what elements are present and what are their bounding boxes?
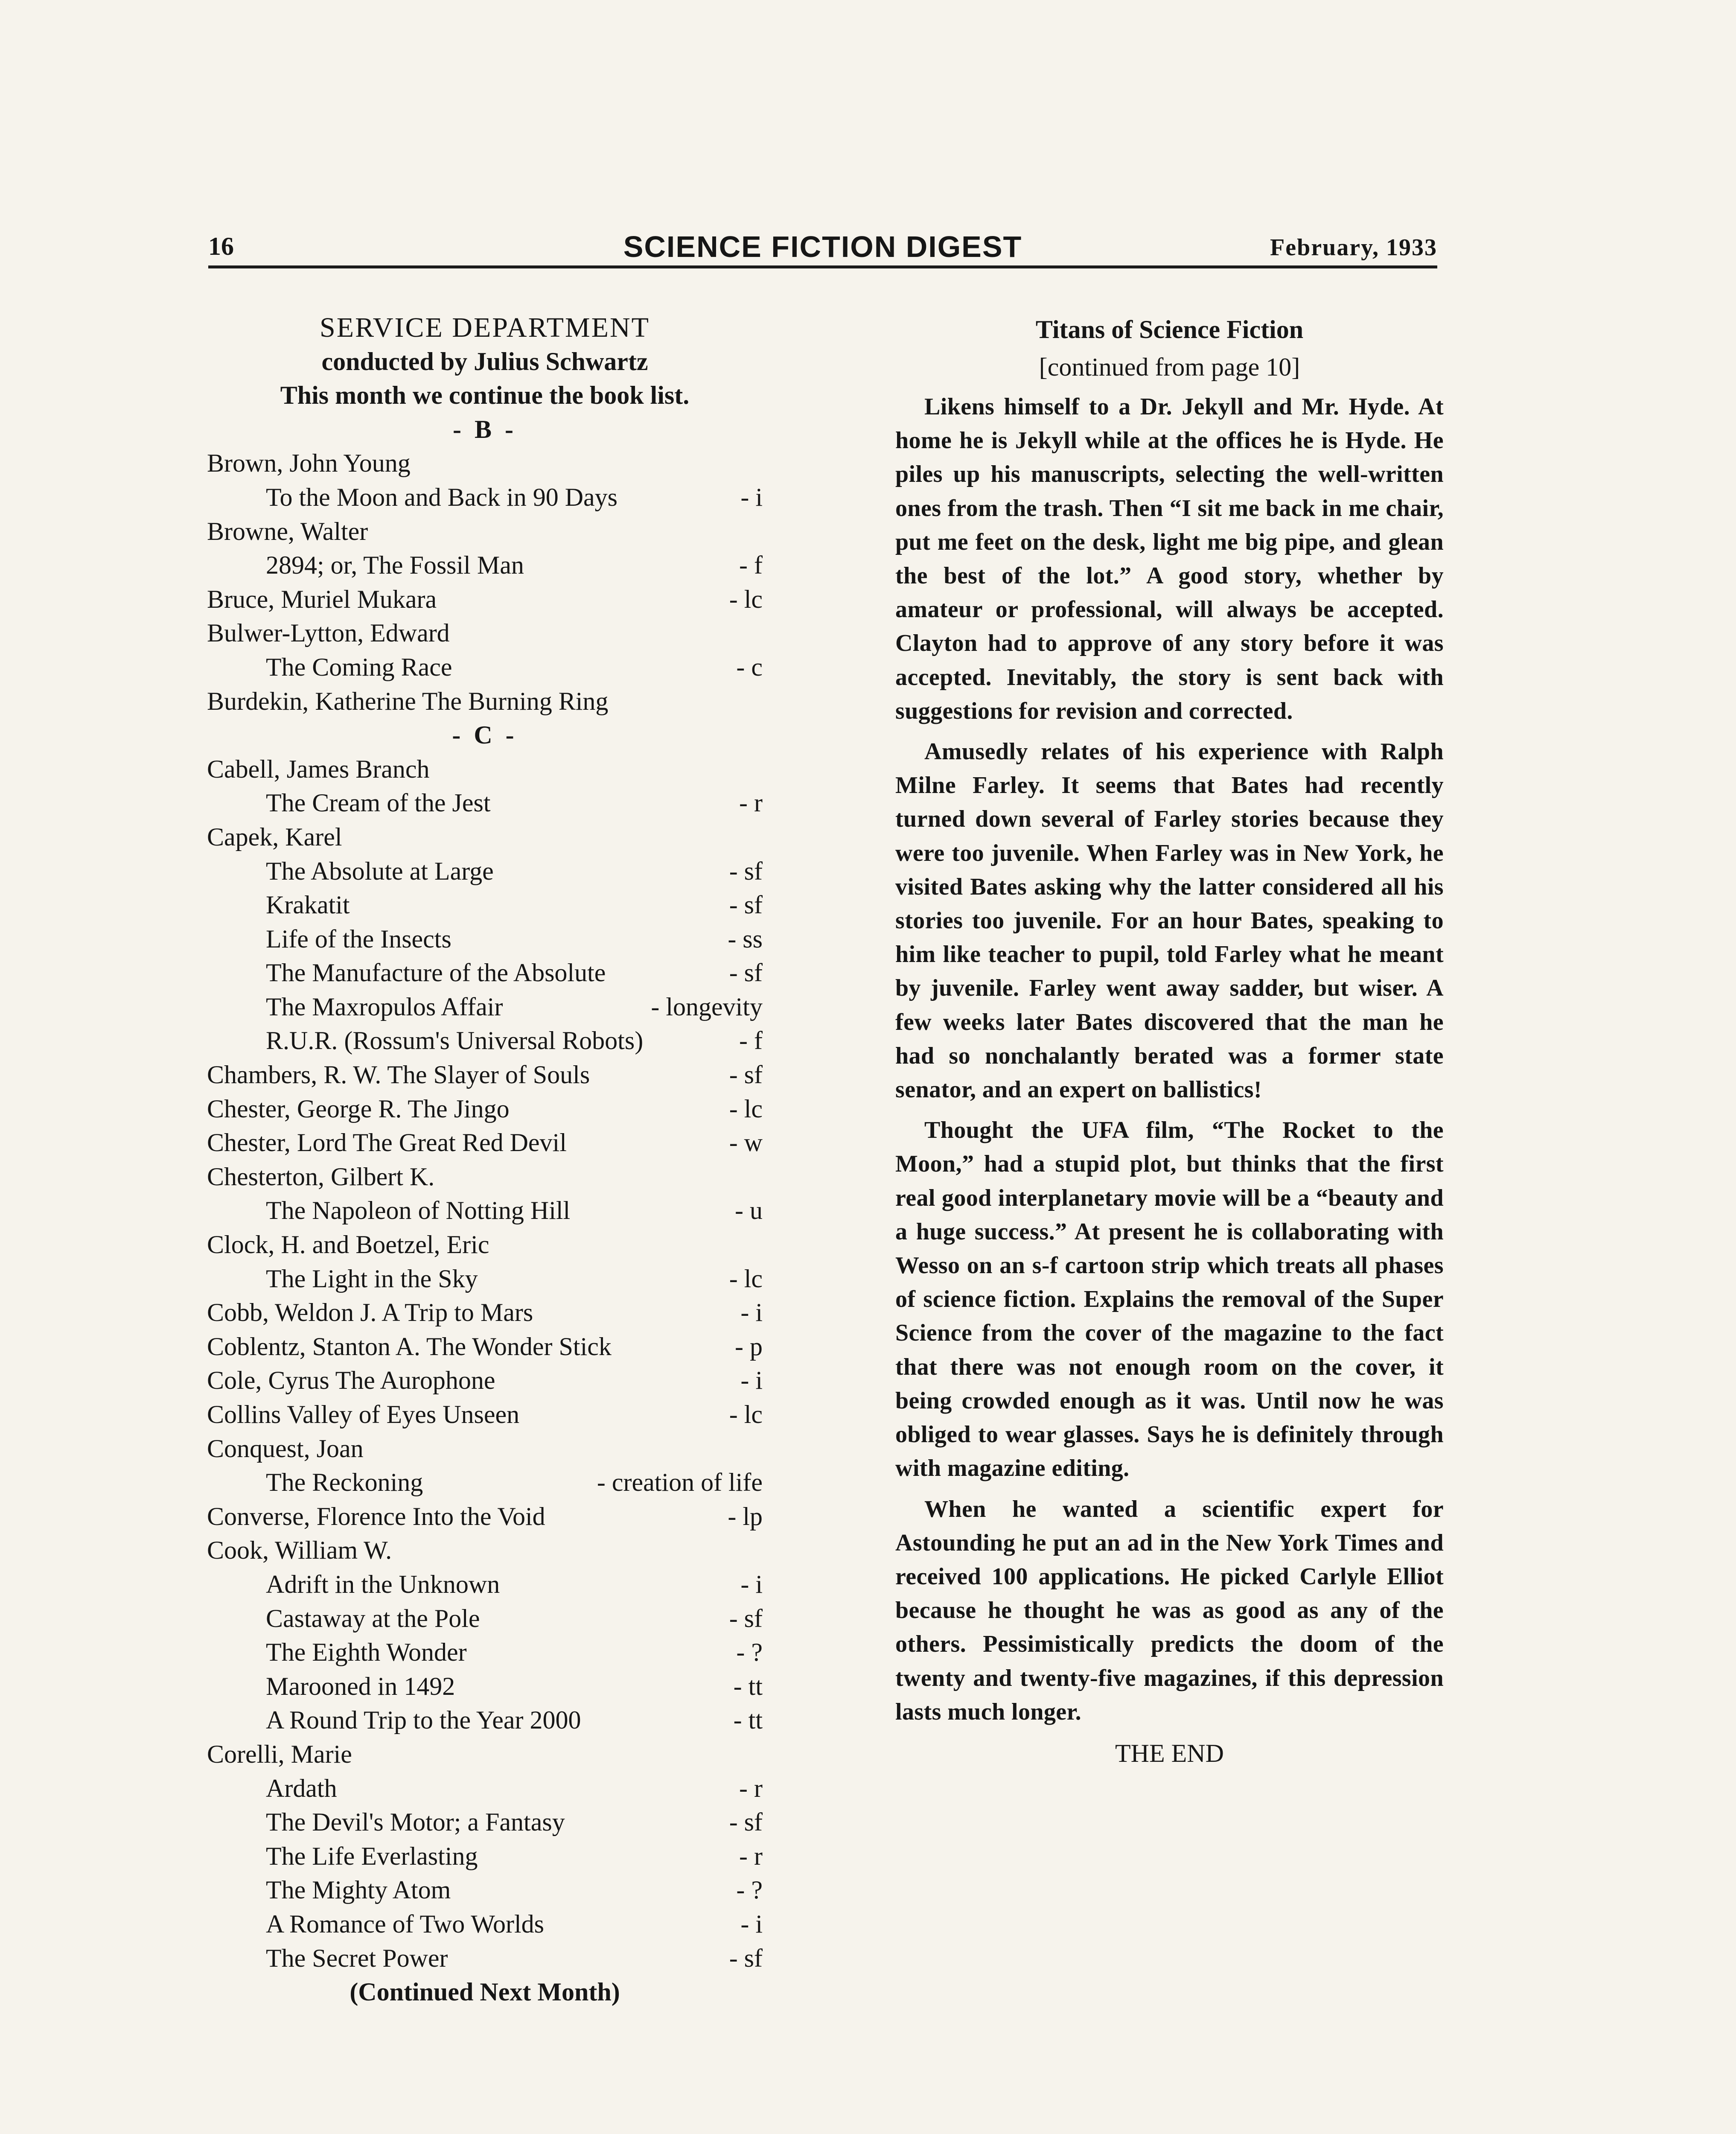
section-intro: This month we continue the book list. (280, 381, 690, 410)
book-entry (207, 616, 763, 650)
book-list-c (207, 752, 763, 1975)
book-entry-code: - tt (733, 1672, 763, 1700)
book-entry (207, 1058, 763, 1092)
book-entry-code: - i (740, 1298, 763, 1327)
book-entry-code: - r (739, 1774, 763, 1802)
book-entry (207, 820, 763, 854)
article-paragraph: Amusedly relates of his experience with Ralph Milne Farley. It seems that Bates had recently turned down several of Farley stories because they were too juvenile. When Farley was in New York, he visited Bates asking why the latter considered all his stories too juvenile. For an hour Bates, speaking to him like teacher to pupil, told Farley what he meant by juvenile. Farley went away sadder, but wiser. A few weeks later Bates discovered that the man he had so nonchalantly berated was a former state senator, and an expert on ballistics! (895, 738, 1444, 1103)
book-entry-text: The Life Everlasting (266, 1842, 478, 1870)
book-entry (207, 888, 763, 922)
book-entry-code: - lc (729, 1400, 763, 1428)
book-entry-code: - sf (729, 857, 763, 885)
titans-column (895, 311, 1444, 1771)
book-entry-code: - sf (729, 891, 763, 919)
book-entry (207, 1533, 763, 1568)
book-entry (207, 1907, 763, 1942)
book-entry (207, 1126, 763, 1160)
book-entry-code: - lc (729, 1094, 763, 1123)
service-department-column (207, 311, 763, 2009)
book-entry (207, 1568, 763, 1602)
book-entry (207, 1228, 763, 1262)
book-entry-text: The Coming Race (266, 653, 452, 681)
book-entry-text: Collins Valley of Eyes Unseen (207, 1400, 520, 1428)
book-entry (207, 1772, 763, 1806)
book-entry-text: Corelli, Marie (207, 1740, 352, 1768)
book-entry-text: A Round Trip to the Year 2000 (266, 1706, 581, 1735)
book-entry-text: Chester, Lord The Great Red Devil (207, 1128, 567, 1157)
book-entry-text: Converse, Florence Into the Void (207, 1502, 545, 1531)
book-entry-text: Cook, William W. (207, 1536, 392, 1565)
book-entry (207, 1296, 763, 1330)
book-entry-code: - sf (729, 1061, 763, 1089)
book-entry-text: The Napoleon of Notting Hill (266, 1196, 571, 1225)
article-paragraph: Thought the UFA film, “The Rocket to the Moon,” had a stupid plot, but thinks that the first real good interplanetary movie will be a “beauty and a huge success.” At present he is collaborating with Wesso on an s-f cartoon strip which treats all phases of science fiction. Explains the removal of the Super Science from the cover of the magazine to the fact that there was not enough room on the cover, it being crowded enough as it was. Until now he was obliged to wear glasses. Says he is definitely through with magazine editing. (895, 1117, 1444, 1482)
book-entry (207, 1602, 763, 1636)
book-entry (207, 752, 763, 787)
book-entry-text: The Light in the Sky (266, 1264, 478, 1293)
book-entry (207, 1330, 763, 1364)
book-entry (207, 1738, 763, 1772)
book-entry (207, 956, 763, 990)
book-entry-code: - tt (733, 1706, 763, 1735)
book-entry-code: - c (736, 653, 763, 681)
book-entry (207, 922, 763, 956)
book-entry-code: - lc (729, 1264, 763, 1293)
book-entry-code: - creation of life (597, 1468, 763, 1497)
book-entry (207, 515, 763, 549)
book-entry-text: Chesterton, Gilbert K. (207, 1162, 435, 1191)
book-entry-text: Cabell, James Branch (207, 755, 430, 783)
book-entry (207, 1805, 763, 1840)
book-entry (207, 854, 763, 889)
book-entry (207, 1262, 763, 1296)
book-entry (207, 786, 763, 820)
book-entry-code: - r (739, 1842, 763, 1870)
book-entry (207, 1466, 763, 1500)
book-entry (207, 1024, 763, 1058)
book-entry-code: - sf (729, 959, 763, 987)
book-entry (207, 1432, 763, 1466)
magazine-title: SCIENCE FICTION DIGEST (623, 230, 1022, 263)
book-entry-code: - f (739, 551, 763, 580)
book-entry-code: - lp (728, 1502, 763, 1531)
book-entry (207, 1703, 763, 1738)
book-entry-text: The Maxropulos Affair (266, 992, 503, 1021)
book-entry-text: Clock, H. and Boetzel, Eric (207, 1230, 489, 1259)
book-entry-code: - w (729, 1128, 763, 1157)
book-entry-text: To the Moon and Back in 90 Days (266, 483, 618, 511)
book-entry-code: - sf (729, 1944, 763, 1972)
book-entry-code: - ? (736, 1638, 763, 1667)
book-entry (207, 446, 763, 481)
book-list-b (207, 446, 763, 718)
book-entry (207, 1398, 763, 1432)
article-title: Titans of Science Fiction (1035, 315, 1304, 344)
book-entry-code: - f (739, 1026, 763, 1055)
article-paragraph: Likens himself to a Dr. Jekyll and Mr. Hyde. At home he is Jekyll while at the offices he is Hyde. He piles up his manuscripts, selecting the well-written ones from the trash. Then “I sit me back in me chair, put me feet on the desk, light me big pipe, and glean the best of the lot.” A good story, whether by amateur or professional, will always be accepted. Clayton had to approve of any story before it was accepted. Inevitably, the story is sent back with suggestions for revision and corrected. (895, 394, 1444, 724)
book-entry-text: The Eighth Wonder (266, 1638, 467, 1667)
book-entry-text: Cole, Cyrus The Aurophone (207, 1366, 495, 1395)
book-entry (207, 1670, 763, 1704)
book-entry (207, 1160, 763, 1194)
book-entry (207, 481, 763, 515)
book-entry (207, 1942, 763, 1976)
book-entry-text: R.U.R. (Rossum's Universal Robots) (266, 1026, 644, 1055)
book-entry-text: Krakatit (266, 891, 350, 919)
book-entry-code: - i (740, 483, 763, 511)
book-entry-code: - i (740, 1366, 763, 1395)
book-entry (207, 583, 763, 617)
book-entry (207, 990, 763, 1024)
book-entry-text: Ardath (266, 1774, 337, 1802)
article-paragraph: When he wanted a scientific expert for Astounding he put an ad in the New York Times and received 100 applications. He picked Carlyle Elliot because he thought he was as good as any of the others. Pessimistically predicts the doom of the twenty and twenty-five magazines, if this depression lasts much longer. (895, 1496, 1444, 1725)
book-entry (207, 1092, 763, 1126)
book-entry-code: - i (740, 1570, 763, 1598)
book-entry-text: Chester, George R. The Jingo (207, 1094, 510, 1123)
book-entry-text: Conquest, Joan (207, 1434, 364, 1463)
book-entry-text: Browne, Walter (207, 517, 368, 545)
book-entry-code: - ? (736, 1876, 763, 1904)
continued-note: (Continued Next Month) (350, 1978, 620, 2006)
book-entry-text: Chambers, R. W. The Slayer of Souls (207, 1061, 590, 1089)
section-title: SERVICE DEPARTMENT (320, 312, 650, 343)
article-continued: [continued from page 10] (1039, 353, 1300, 381)
book-entry (207, 1500, 763, 1534)
book-entry-text: The Reckoning (266, 1468, 423, 1497)
book-entry (207, 685, 763, 719)
book-entry-text: Life of the Insects (266, 924, 451, 953)
book-entry-text: Brown, John Young (207, 449, 411, 478)
book-entry-text: The Mighty Atom (266, 1876, 451, 1904)
section-byline: conducted by Julius Schwartz (321, 347, 648, 376)
book-entry-text: Bruce, Muriel Mukara (207, 585, 437, 613)
book-entry-text: Coblentz, Stanton A. The Wonder Stick (207, 1332, 612, 1361)
book-entry (207, 1635, 763, 1670)
book-entry-text: A Romance of Two Worlds (266, 1910, 545, 1938)
book-entry-text: 2894; or, The Fossil Man (266, 551, 524, 580)
book-entry-text: Capek, Karel (207, 822, 342, 851)
book-entry-text: The Cream of the Jest (266, 789, 491, 817)
book-entry-code: - ss (728, 924, 763, 953)
book-entry-text: The Secret Power (266, 1944, 448, 1972)
book-entry-text: Bulwer-Lytton, Edward (207, 619, 450, 647)
book-entry-text: Marooned in 1492 (266, 1672, 455, 1700)
book-entry-code: - lc (729, 585, 763, 613)
book-entry (207, 650, 763, 685)
book-entry-text: Burdekin, Katherine The Burning Ring (207, 687, 609, 715)
book-entry (207, 1364, 763, 1398)
book-entry-text: The Devil's Motor; a Fantasy (266, 1808, 565, 1837)
book-entry-text: The Absolute at Large (266, 857, 494, 885)
letter-heading-c: - C - (452, 721, 518, 749)
book-entry (207, 548, 763, 583)
book-entry-code: - u (735, 1196, 763, 1225)
book-entry (207, 1194, 763, 1228)
book-entry-code: - sf (729, 1604, 763, 1633)
book-entry-text: Cobb, Weldon J. A Trip to Mars (207, 1298, 533, 1327)
book-entry-text: The Manufacture of the Absolute (266, 959, 606, 987)
book-entry (207, 1840, 763, 1874)
book-entry-text: Adrift in the Unknown (266, 1570, 500, 1598)
book-entry-text: Castaway at the Pole (266, 1604, 480, 1633)
book-entry-code: - sf (729, 1808, 763, 1837)
article-end: THE END (1115, 1739, 1224, 1767)
issue-date: February, 1933 (1270, 234, 1437, 261)
page-header (208, 226, 1437, 268)
book-entry-code: - r (739, 789, 763, 817)
book-entry-code: - i (740, 1910, 763, 1938)
book-entry (207, 1873, 763, 1907)
book-entry-code: - p (735, 1332, 763, 1361)
letter-heading-b: - B - (453, 415, 517, 443)
book-entry-code: - longevity (651, 992, 763, 1021)
page-number: 16 (208, 232, 234, 260)
